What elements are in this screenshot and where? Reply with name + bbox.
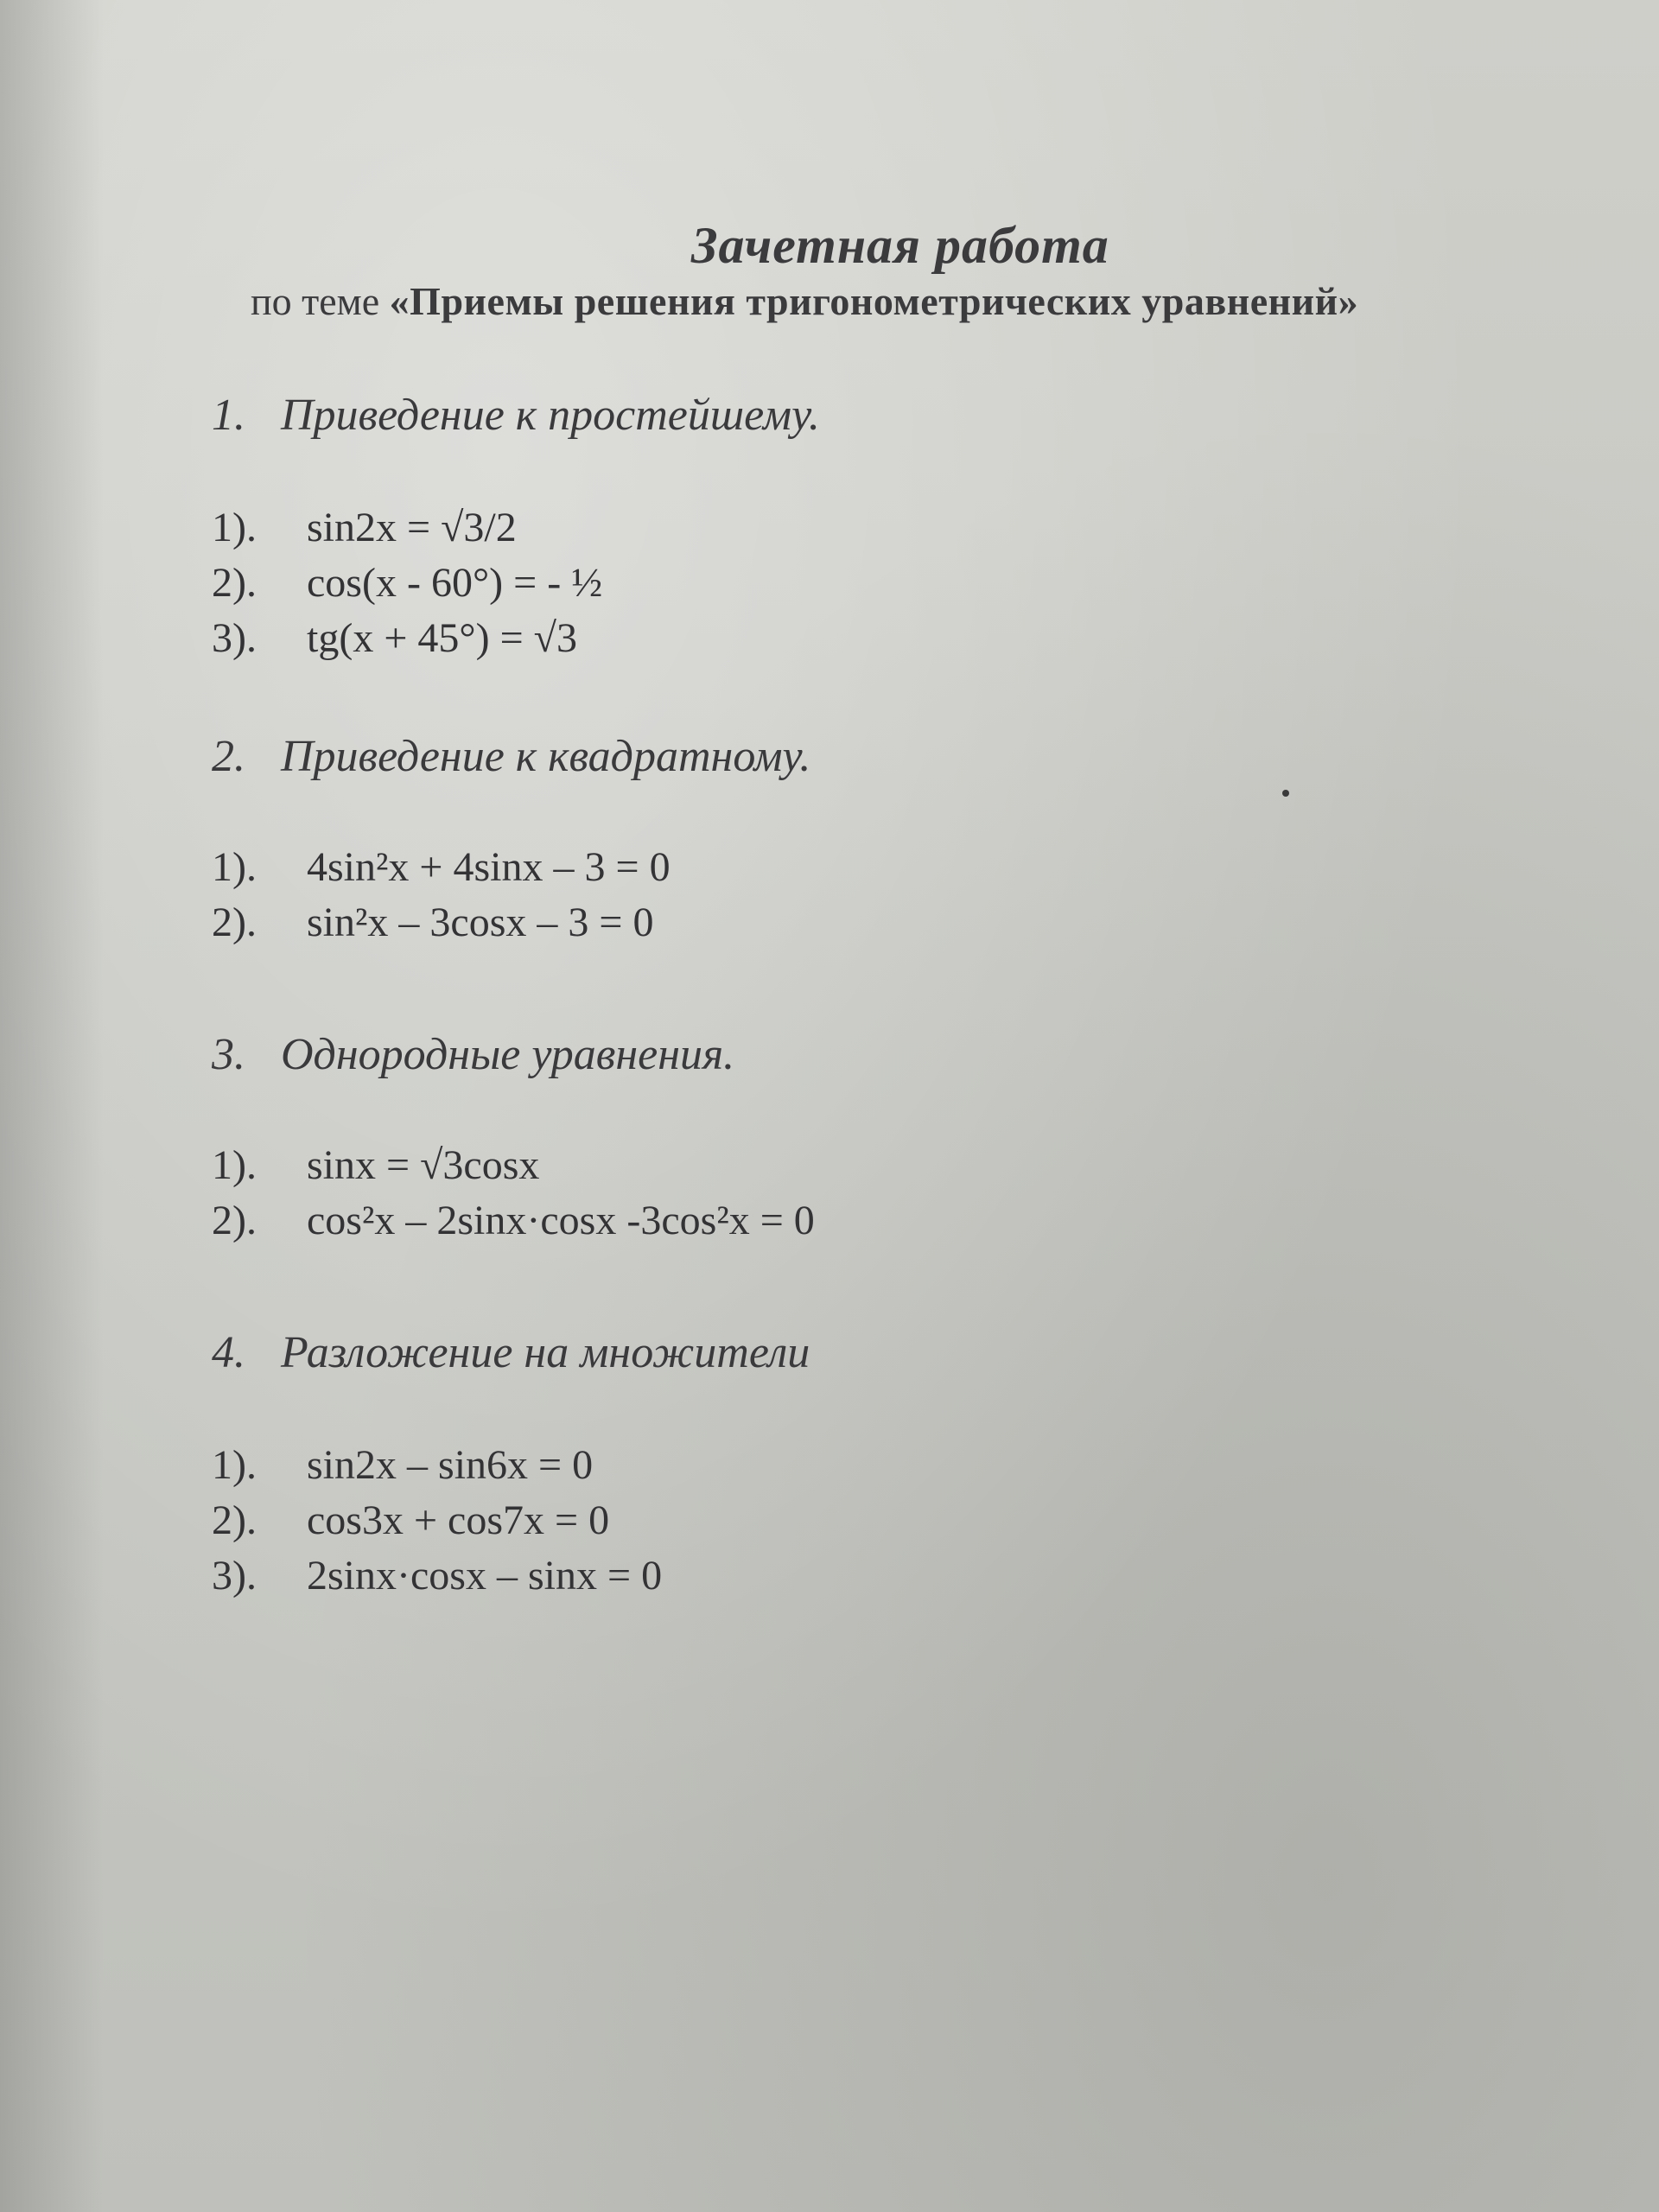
section-heading bbox=[212, 385, 1508, 447]
equation-list bbox=[212, 500, 1508, 666]
equation-list bbox=[212, 1138, 1508, 1249]
section-heading bbox=[212, 726, 1508, 788]
equation-item bbox=[212, 1138, 1508, 1193]
equation-item bbox=[212, 1193, 1508, 1249]
equation-index: 1). bbox=[212, 844, 257, 890]
equation-item bbox=[212, 611, 1508, 666]
equation-list bbox=[212, 840, 1508, 950]
equation-index: 2). bbox=[212, 1497, 257, 1543]
section-number: 3. bbox=[212, 1030, 245, 1079]
equation-item bbox=[212, 840, 1508, 895]
equation-item bbox=[212, 895, 1508, 950]
section-number: 4. bbox=[212, 1328, 245, 1377]
equation-index: 1). bbox=[212, 1142, 257, 1188]
section-title: Приведение к простейшему. bbox=[281, 391, 820, 440]
equation-text: cos²x – 2sinx·cosx -3cos²x = 0 bbox=[307, 1198, 815, 1243]
section-reduction-to-simplest bbox=[212, 385, 1508, 666]
equation-list bbox=[212, 1438, 1508, 1604]
equation-text: cos3x + cos7x = 0 bbox=[307, 1497, 610, 1543]
section-title: Приведение к квадратному. bbox=[281, 732, 811, 781]
subtitle-topic: «Приемы решения тригонометрических уравнений» bbox=[389, 279, 1359, 323]
section-title: Разложение на множители bbox=[281, 1328, 810, 1377]
equation-item bbox=[212, 1493, 1508, 1548]
section-number: 1. bbox=[212, 391, 245, 440]
equation-index: 2). bbox=[212, 899, 257, 945]
equation-index: 3). bbox=[212, 615, 257, 661]
equation-text: sin2x – sin6x = 0 bbox=[307, 1442, 594, 1488]
section-factorization bbox=[212, 1322, 1508, 1604]
equation-index: 2). bbox=[212, 1198, 257, 1243]
equation-index: 1). bbox=[212, 1442, 257, 1488]
section-heading bbox=[212, 1024, 1508, 1086]
equation-item bbox=[212, 1438, 1508, 1493]
equation-text: 4sin²x + 4sinx – 3 = 0 bbox=[307, 844, 671, 890]
section-heading bbox=[212, 1322, 1508, 1384]
subtitle-prefix: по теме bbox=[251, 279, 380, 323]
section-homogeneous-equations bbox=[212, 1024, 1508, 1249]
equation-text: 2sinx·cosx – sinx = 0 bbox=[307, 1553, 663, 1599]
equation-index: 3). bbox=[212, 1553, 257, 1599]
equation-index: 2). bbox=[212, 560, 257, 606]
document-title: Зачетная работа bbox=[691, 217, 1109, 274]
section-reduction-to-quadratic bbox=[212, 726, 1508, 950]
equation-text: sinx = √3cosx bbox=[307, 1142, 540, 1188]
equation-text: tg(x + 45°) = √3 bbox=[307, 615, 577, 661]
equation-item bbox=[212, 1548, 1508, 1604]
equation-text: sin²x – 3cosx – 3 = 0 bbox=[307, 899, 654, 945]
equation-text: cos(x - 60°) = - ½ bbox=[307, 560, 603, 606]
equation-item bbox=[212, 500, 1508, 556]
equation-index: 1). bbox=[212, 505, 257, 550]
equation-item bbox=[212, 556, 1508, 611]
paper-shadow bbox=[0, 0, 104, 2212]
document-subtitle bbox=[251, 278, 1358, 324]
equation-text: sin2x = √3/2 bbox=[307, 505, 517, 550]
section-number: 2. bbox=[212, 732, 245, 781]
section-title: Однородные уравнения. bbox=[281, 1030, 735, 1079]
